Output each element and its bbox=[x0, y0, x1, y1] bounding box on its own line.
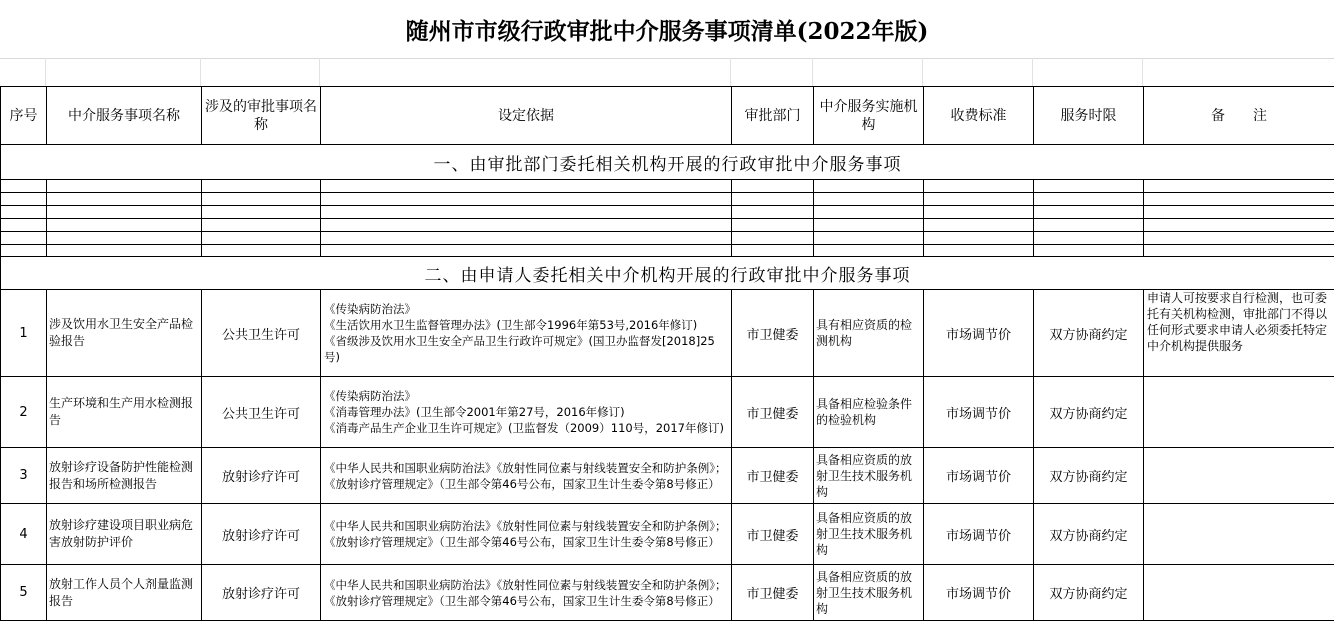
cell-institution[interactable]: 具备相应资质的放射卫生技术服务机构 bbox=[814, 448, 924, 504]
cell-time[interactable]: 双方协商约定 bbox=[1034, 377, 1144, 448]
cell-basis[interactable] bbox=[321, 290, 732, 377]
cell-service[interactable]: 放射诊疗建设项目职业病危害放射防护评价 bbox=[47, 504, 202, 565]
cell-time[interactable]: 双方协商约定 bbox=[1034, 448, 1144, 504]
cell-institution[interactable]: 具有相应资质的检测机构 bbox=[814, 290, 924, 377]
cell-seq[interactable]: 1 bbox=[1, 290, 47, 377]
empty-row bbox=[1, 180, 1334, 193]
cell-basis[interactable] bbox=[321, 377, 732, 448]
cell-dept[interactable]: 市卫健委 bbox=[732, 504, 814, 565]
header-time[interactable]: 服务时限 bbox=[1034, 87, 1144, 145]
cell-note[interactable] bbox=[1144, 565, 1334, 621]
cell-fee[interactable]: 市场调节价 bbox=[924, 290, 1034, 377]
header-approval-item[interactable]: 涉及的审批事项名称 bbox=[202, 87, 321, 145]
empty-row bbox=[1, 219, 1334, 232]
cell-time[interactable]: 双方协商约定 bbox=[1034, 290, 1144, 377]
cell-service[interactable]: 生产环境和生产用水检测报告 bbox=[47, 377, 202, 448]
empty-row bbox=[1, 232, 1334, 245]
cell-seq[interactable]: 4 bbox=[1, 504, 47, 565]
section-1-title[interactable]: 一、由审批部门委托相关机构开展的行政审批中介服务事项 bbox=[1, 145, 1334, 180]
cell-approval-item[interactable]: 公共卫生许可 bbox=[202, 377, 321, 448]
basis-text: 《传染病防治法》 《生活饮用水卫生监督管理办法》(卫生部令1996年第53号,2016年修订) 《省级涉及饮用水卫生安全产品卫生行政许可规定》(国卫办监督发[2018]25号) bbox=[324, 302, 715, 364]
cell-note[interactable] bbox=[1144, 377, 1334, 448]
cell-fee[interactable]: 市场调节价 bbox=[924, 504, 1034, 565]
cell-note[interactable]: 申请人可按要求自行检测，也可委托有关机构检测，审批部门不得以任何形式要求申请人必须委托特定中介机构提供服务 bbox=[1144, 290, 1334, 377]
table-row bbox=[1, 290, 1334, 377]
cell-approval-item[interactable]: 放射诊疗许可 bbox=[202, 565, 321, 621]
cell-dept[interactable]: 市卫健委 bbox=[732, 565, 814, 621]
cell-seq[interactable]: 2 bbox=[1, 377, 47, 448]
cell-dept[interactable]: 市卫健委 bbox=[732, 290, 814, 377]
cell-basis[interactable]: 《中华人民共和国职业病防治法》《放射性同位素与射线装置安全和防护条例》；《放射诊疗管理规定》（卫生部令第46号公布，国家卫生计生委令第8号修正） bbox=[321, 504, 732, 565]
table-row bbox=[1, 504, 1334, 565]
service-table bbox=[0, 86, 1334, 621]
empty-row bbox=[1, 206, 1334, 219]
cell-institution[interactable]: 具备相应检验条件的检验机构 bbox=[814, 377, 924, 448]
header-service[interactable]: 中介服务事项名称 bbox=[47, 87, 202, 145]
section-row bbox=[1, 145, 1334, 180]
cell-dept[interactable]: 市卫健委 bbox=[732, 448, 814, 504]
cell-seq[interactable]: 3 bbox=[1, 448, 47, 504]
table-row bbox=[1, 377, 1334, 448]
table-row bbox=[1, 565, 1334, 621]
blank-row bbox=[0, 58, 1334, 87]
empty-row bbox=[1, 193, 1334, 206]
cell-approval-item[interactable]: 公共卫生许可 bbox=[202, 290, 321, 377]
cell-time[interactable]: 双方协商约定 bbox=[1034, 565, 1144, 621]
table-row bbox=[1, 448, 1334, 504]
section-2-title[interactable]: 二、由申请人委托相关中介机构开展的行政审批中介服务事项 bbox=[1, 257, 1334, 290]
cell-note[interactable] bbox=[1144, 504, 1334, 565]
cell-fee[interactable]: 市场调节价 bbox=[924, 448, 1034, 504]
section-row bbox=[1, 257, 1334, 290]
cell-note[interactable] bbox=[1144, 448, 1334, 504]
cell-approval-item[interactable]: 放射诊疗许可 bbox=[202, 448, 321, 504]
page-title: 随州市市级行政审批中介服务事项清单(2022年版) bbox=[0, 0, 1334, 59]
empty-row bbox=[1, 245, 1334, 257]
cell-approval-item[interactable]: 放射诊疗许可 bbox=[202, 504, 321, 565]
basis-text: 《传染病防治法》 《消毒管理办法》(卫生部令2001年第27号，2016年修订) 《消毒产品生产企业卫生许可规定》(卫监督发（2009）110号，2017年修订) bbox=[324, 389, 724, 435]
cell-service[interactable]: 涉及饮用水卫生安全产品检验报告 bbox=[47, 290, 202, 377]
header-fee[interactable]: 收费标准 bbox=[924, 87, 1034, 145]
cell-fee[interactable]: 市场调节价 bbox=[924, 377, 1034, 448]
cell-basis[interactable]: 《中华人民共和国职业病防治法》《放射性同位素与射线装置安全和防护条例》；《放射诊疗管理规定》（卫生部令第46号公布，国家卫生计生委令第8号修正） bbox=[321, 565, 732, 621]
header-basis[interactable]: 设定依据 bbox=[321, 87, 732, 145]
header-note[interactable]: 备 注 bbox=[1144, 87, 1334, 145]
cell-service[interactable]: 放射工作人员个人剂量监测报告 bbox=[47, 565, 202, 621]
cell-institution[interactable]: 具备相应资质的放射卫生技术服务机构 bbox=[814, 565, 924, 621]
cell-time[interactable]: 双方协商约定 bbox=[1034, 504, 1144, 565]
cell-seq[interactable]: 5 bbox=[1, 565, 47, 621]
cell-service[interactable]: 放射诊疗设备防护性能检测报告和场所检测报告 bbox=[47, 448, 202, 504]
cell-basis[interactable]: 《中华人民共和国职业病防治法》《放射性同位素与射线装置安全和防护条例》；《放射诊疗管理规定》（卫生部令第46号公布，国家卫生计生委令第8号修正） bbox=[321, 448, 732, 504]
cell-dept[interactable]: 市卫健委 bbox=[732, 377, 814, 448]
header-seq[interactable]: 序号 bbox=[1, 87, 47, 145]
header-institution[interactable]: 中介服务实施机构 bbox=[814, 87, 924, 145]
header-dept[interactable]: 审批部门 bbox=[732, 87, 814, 145]
header-row bbox=[1, 87, 1334, 145]
cell-institution[interactable]: 具备相应资质的放射卫生技术服务机构 bbox=[814, 504, 924, 565]
cell-fee[interactable]: 市场调节价 bbox=[924, 565, 1034, 621]
